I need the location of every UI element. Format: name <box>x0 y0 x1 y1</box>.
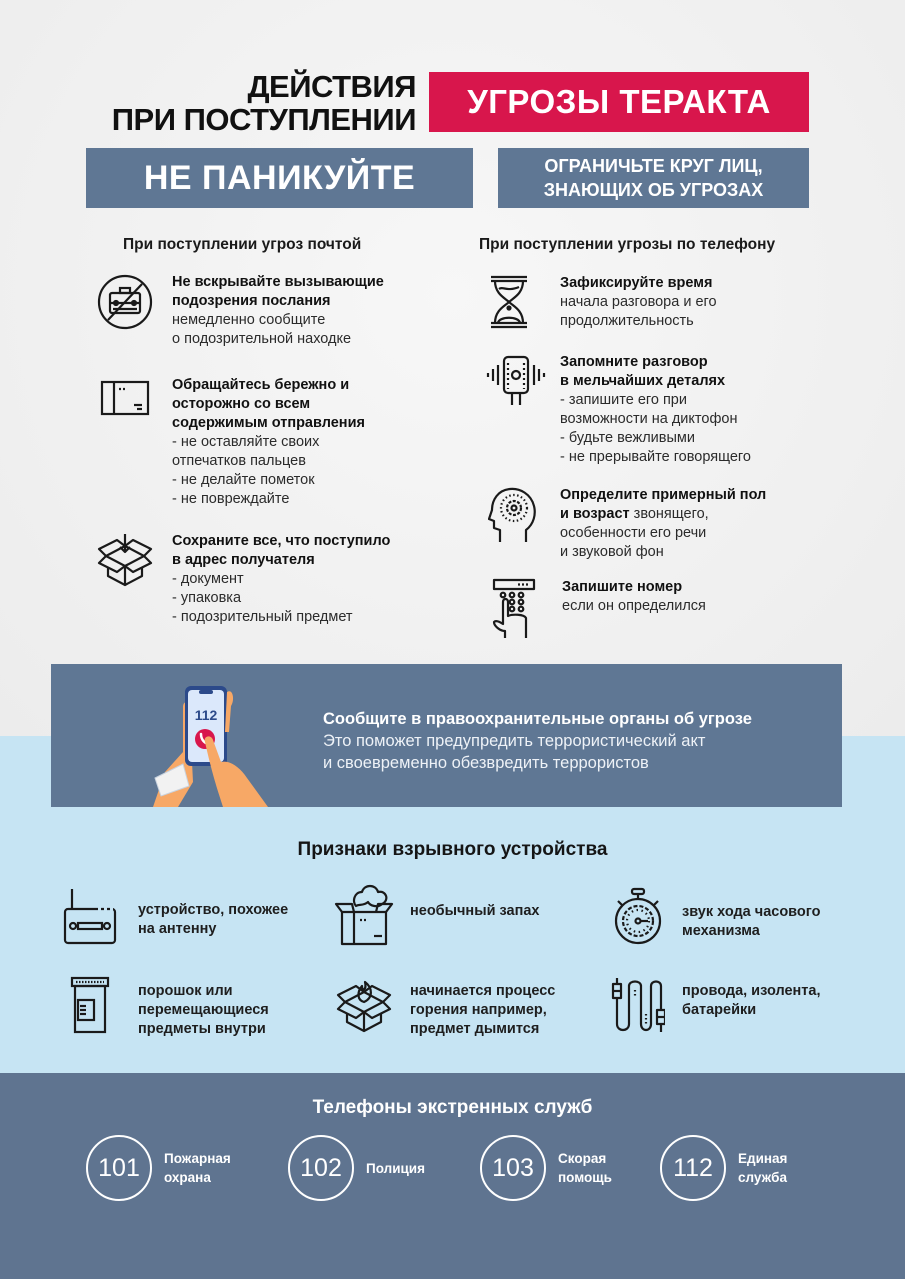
no-suitcase-icon <box>94 273 156 331</box>
sign-smell <box>334 878 540 948</box>
mail-item-3-line-1: - документ <box>172 571 244 587</box>
phone-item-2-bold-2: в мельчайших деталях <box>560 373 726 389</box>
sign-4-line-3: предметы внутри <box>138 1021 266 1037</box>
phone-item-1-bold: Зафиксируйте время <box>560 275 713 291</box>
number-label-line-2: служба <box>738 1170 787 1185</box>
hourglass-icon <box>486 274 532 330</box>
signs-heading: Признаки взрывного устройства <box>297 839 608 860</box>
sign-1-line-1: устройство, похожее <box>138 902 289 918</box>
sign-burning <box>334 972 555 1039</box>
title-line-1: ДЕЙСТВИЯ <box>247 69 416 104</box>
title-highlight: УГРОЗЫ ТЕРАКТА <box>429 72 809 132</box>
title-line-2: ПРИ ПОСТУПЛЕНИИ <box>111 102 416 137</box>
mail-item-dont-open <box>94 273 384 349</box>
phone-item-2-line-4: - не прерывайте говорящего <box>560 449 751 465</box>
mail-item-2-line-4: - не повреждайте <box>172 491 290 507</box>
voice-recorder-icon <box>486 353 546 409</box>
box-download-icon <box>94 532 156 588</box>
sign-4-line-2: перемещающиеся <box>138 1002 269 1018</box>
mail-item-2-bold-3: содержимым отправления <box>172 415 365 431</box>
number-circle[interactable]: 112 <box>660 1135 726 1201</box>
envelope-icon <box>94 376 156 416</box>
banner-text <box>323 708 752 774</box>
sign-antenna <box>60 887 288 945</box>
mail-item-1-bold-2: подозрения послания <box>172 293 331 309</box>
emergency-number-unified[interactable] <box>660 1135 787 1201</box>
phone-item-3-bold-inline: и возраст <box>560 506 630 522</box>
sign-2-line-1: необычный запах <box>410 903 540 919</box>
mail-item-1-line-1: немедленно сообщите <box>172 312 326 328</box>
phone-item-3-bold-1: Определите примерный пол <box>560 487 767 503</box>
phone-item-1-line-1: начала разговора и его <box>560 294 717 310</box>
mail-item-1-line-2: о подозрительной находке <box>172 331 352 347</box>
mail-item-2-line-3: - не делайте пометок <box>172 472 315 488</box>
sign-4-line-1: порошок или <box>138 983 233 999</box>
mail-item-2-bold-2: осторожно со всем <box>172 396 311 412</box>
sign-5-line-3: предмет дымится <box>410 1021 540 1037</box>
limit-circle-line-1: ОГРАНИЧЬТЕ КРУГ ЛИЦ, <box>544 156 763 176</box>
sign-6-line-1: провода, изолента, <box>682 983 821 999</box>
mail-item-handle-carefully <box>94 376 365 509</box>
sign-3-line-2: механизма <box>682 923 760 939</box>
emergency-number-police[interactable] <box>288 1135 425 1201</box>
mail-item-2-line-2: отпечатков пальцев <box>172 453 306 469</box>
wires-cable-icon <box>608 976 668 1034</box>
number-label-line-1: Скорая <box>558 1151 607 1166</box>
sign-wires <box>608 976 820 1034</box>
emergency-heading: Телефоны экстренных служб <box>312 1097 593 1118</box>
sign-powder <box>60 976 269 1039</box>
phone-item-3-line-1: особенности его речи <box>560 525 707 541</box>
sign-5-line-1: начинается процесс <box>410 983 556 999</box>
phone-item-2-line-3: - будьте вежливыми <box>560 430 695 446</box>
mail-item-keep-everything <box>94 532 390 627</box>
mail-item-3-line-2: - упаковка <box>172 590 242 606</box>
mail-item-1-bold-1: Не вскрывайте вызывающие <box>172 274 384 290</box>
number-label-line-2: помощь <box>558 1170 612 1185</box>
number-circle[interactable]: 102 <box>288 1135 354 1201</box>
page-title <box>80 70 416 136</box>
phone-item-2-line-2: возможности на диктофон <box>560 411 738 427</box>
banner-line-1: Это поможет предупредить террористический акт <box>323 732 706 750</box>
stopwatch-icon <box>608 887 668 945</box>
head-gear-icon <box>488 486 536 546</box>
keypad-hand-icon <box>490 578 536 640</box>
phone-item-2-line-1: - запишите его при <box>560 392 687 408</box>
phone-item-3-line-2: и звуковой фон <box>560 544 664 560</box>
emergency-number-fire[interactable] <box>86 1135 231 1201</box>
phone-item-write-number <box>490 578 706 640</box>
number-label-line-1: Единая <box>738 1151 788 1166</box>
number-circle[interactable]: 103 <box>480 1135 546 1201</box>
number-label-line-1: Пожарная <box>164 1151 231 1166</box>
mail-item-2-line-1: - не оставляйте своих <box>172 434 320 450</box>
banner-title: Сообщите в правоохранительные органы об угрозе <box>323 710 752 728</box>
report-banner <box>51 664 842 807</box>
phone-section-heading: При поступлении угрозы по телефону <box>479 236 776 253</box>
limit-circle-line-2: ЗНАЮЩИХ ОБ УГРОЗАХ <box>543 180 764 200</box>
phone-item-2-bold-1: Запомните разговор <box>560 354 708 370</box>
phone-screen-number: 112 <box>194 707 218 723</box>
phone-item-4-bold: Запишите номер <box>562 579 683 595</box>
number-circle[interactable]: 101 <box>86 1135 152 1201</box>
sign-6-line-2: батарейки <box>682 1002 757 1018</box>
phone-item-determine-caller <box>488 486 766 562</box>
number-label-line-2: охрана <box>164 1170 211 1185</box>
dont-panic-box: НЕ ПАНИКУЙТЕ <box>86 148 473 208</box>
phone-item-4-line-1: если он определился <box>562 598 706 614</box>
mail-item-2-bold-1: Обращайтесь бережно и <box>172 377 350 393</box>
mail-item-3-bold-2: в адрес получателя <box>172 552 315 568</box>
phone-item-3-inline-rest: звонящего, <box>629 506 709 522</box>
phone-hand-illustration <box>143 682 268 807</box>
mail-item-3-line-3: - подозрительный предмет <box>172 609 353 625</box>
limit-circle-box <box>498 148 809 208</box>
sign-clock <box>608 887 820 945</box>
sign-5-line-2: горения например, <box>410 1002 547 1018</box>
powder-jar-icon <box>60 976 120 1034</box>
mail-item-3-bold-1: Сохраните все, что поступило <box>172 533 391 549</box>
phone-item-1-line-2: продолжительность <box>560 313 694 329</box>
radio-antenna-icon <box>60 887 120 945</box>
banner-line-2: и своевременно обезвредить террористов <box>323 754 649 772</box>
mail-section-heading: При поступлении угроз почтой <box>123 236 362 253</box>
sign-1-line-2: на антенну <box>138 921 217 937</box>
emergency-number-ambulance[interactable] <box>480 1135 612 1201</box>
sign-3-line-1: звук хода часового <box>682 904 821 920</box>
burning-box-icon <box>334 972 394 1034</box>
smelly-box-icon <box>334 878 394 948</box>
number-label-line-1: Полиция <box>366 1160 425 1176</box>
phone-item-remember-details <box>486 353 751 467</box>
phone-item-record-time <box>486 274 717 331</box>
